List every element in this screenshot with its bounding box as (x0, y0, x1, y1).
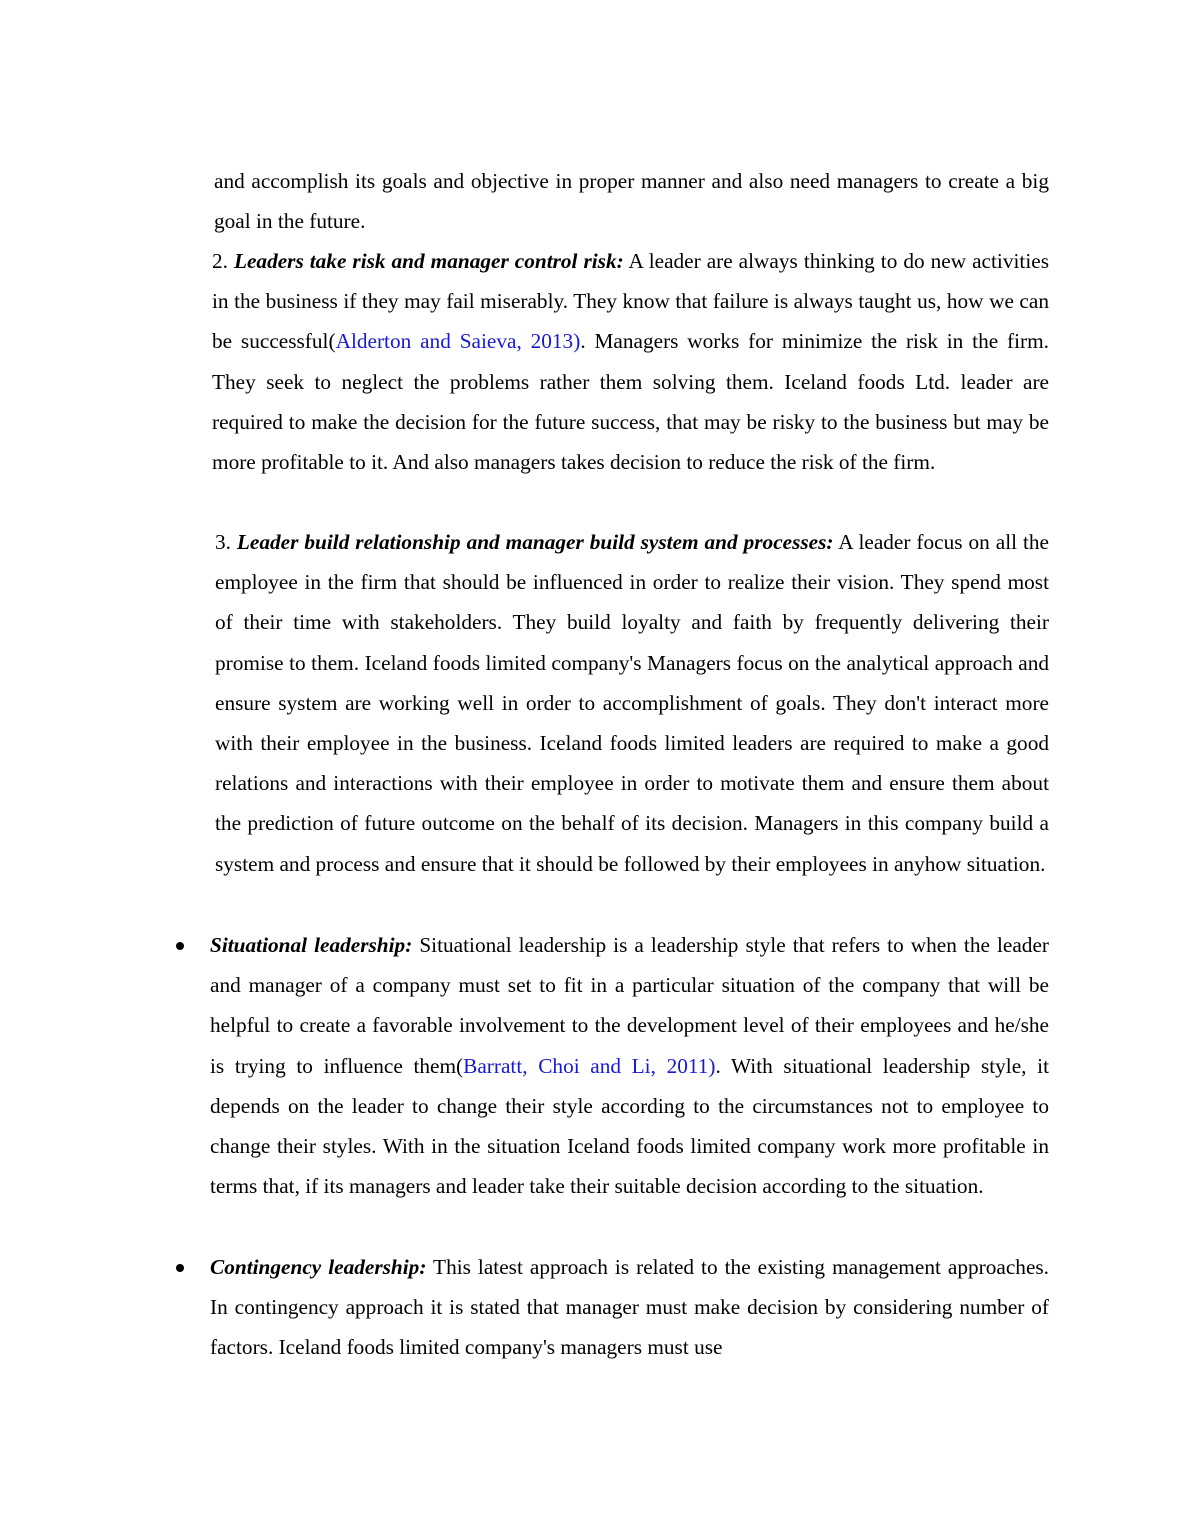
contingency-text: This latest approach is related to the existing management approaches. In contingency approach it is stated that manager must make decision by considering number of factors. Iceland foods limited company's managers must use (210, 1255, 1050, 1360)
citation-barratt-choi-li[interactable]: Barratt, Choi and Li, 2011) (463, 1053, 716, 1078)
paragraph-point-2 (212, 241, 1049, 482)
point-2-text-before: A leader are always thinking to do new activities in the business if they may fail miserably. They know that failure is always taught us, how we can be successful( (212, 249, 1049, 354)
point-2-heading: Leaders take risk and manager control risk: (233, 249, 624, 273)
paragraph-contingency-leadership (210, 1247, 1049, 1368)
situational-heading: Situational leadership: (210, 933, 413, 957)
bullet-dot-icon (176, 1264, 184, 1272)
citation-alderton-saieva[interactable]: Alderton and Saieva, 2013) (335, 329, 581, 354)
paragraph-situational-leadership (210, 925, 1049, 1206)
continuation-text: and accomplish its goals and objective in proper manner and also need managers to create a big goal in the future. (214, 169, 1049, 234)
point-3-number: 3. (215, 530, 237, 554)
paragraph-point-3 (215, 522, 1049, 884)
situational-text-before: Situational leadership is a leadership style that refers to when the leader and manager of a company must set to fit in a particular situation of the company that will be helpful to create a favorable involvement to the development level of their employees and he/she is trying to influence them( (210, 933, 1049, 1078)
point-3-text: A leader focus on all the employee in the firm that should be influenced in order to realize their vision. They spend most of their time with stakeholders. They build loyalty and faith by frequently delivering their promise to them. Iceland foods limited company's Managers focus on the analytical approach and ensure system are working well in order to accomplishment of goals. They don't interact more with their employee in the business. Iceland foods limited leaders are required to make a good relations and interactions with their employee in order to motivate them and ensure them about the prediction of future outcome on the behalf of its decision. Managers in this company build a system and process and ensure that it should be followed by their employees in anyhow situation. (215, 530, 1049, 876)
paragraph-continuation (214, 161, 1049, 241)
point-2-text-after: . Managers works for minimize the risk in the firm. They seek to neglect the problems rather them solving them. Iceland foods Ltd. leader are required to make the decision for the future success, that may be risky to the business but may be more profitable to it. And also managers takes decision to reduce the risk of the firm. (212, 329, 1049, 475)
point-3-heading: Leader build relationship and manager build system and processes: (236, 530, 834, 554)
bullet-dot-icon (176, 942, 184, 950)
contingency-heading: Contingency leadership: (210, 1255, 427, 1279)
point-2-number: 2. (212, 249, 234, 273)
situational-text-after: . With situational leadership style, it depends on the leader to change their style according to the circumstances not to employee to change their styles. With in the situation Iceland foods limited company work more profitable in terms that, if its managers and leader take their suitable decision according to the situation. (210, 1053, 1049, 1199)
